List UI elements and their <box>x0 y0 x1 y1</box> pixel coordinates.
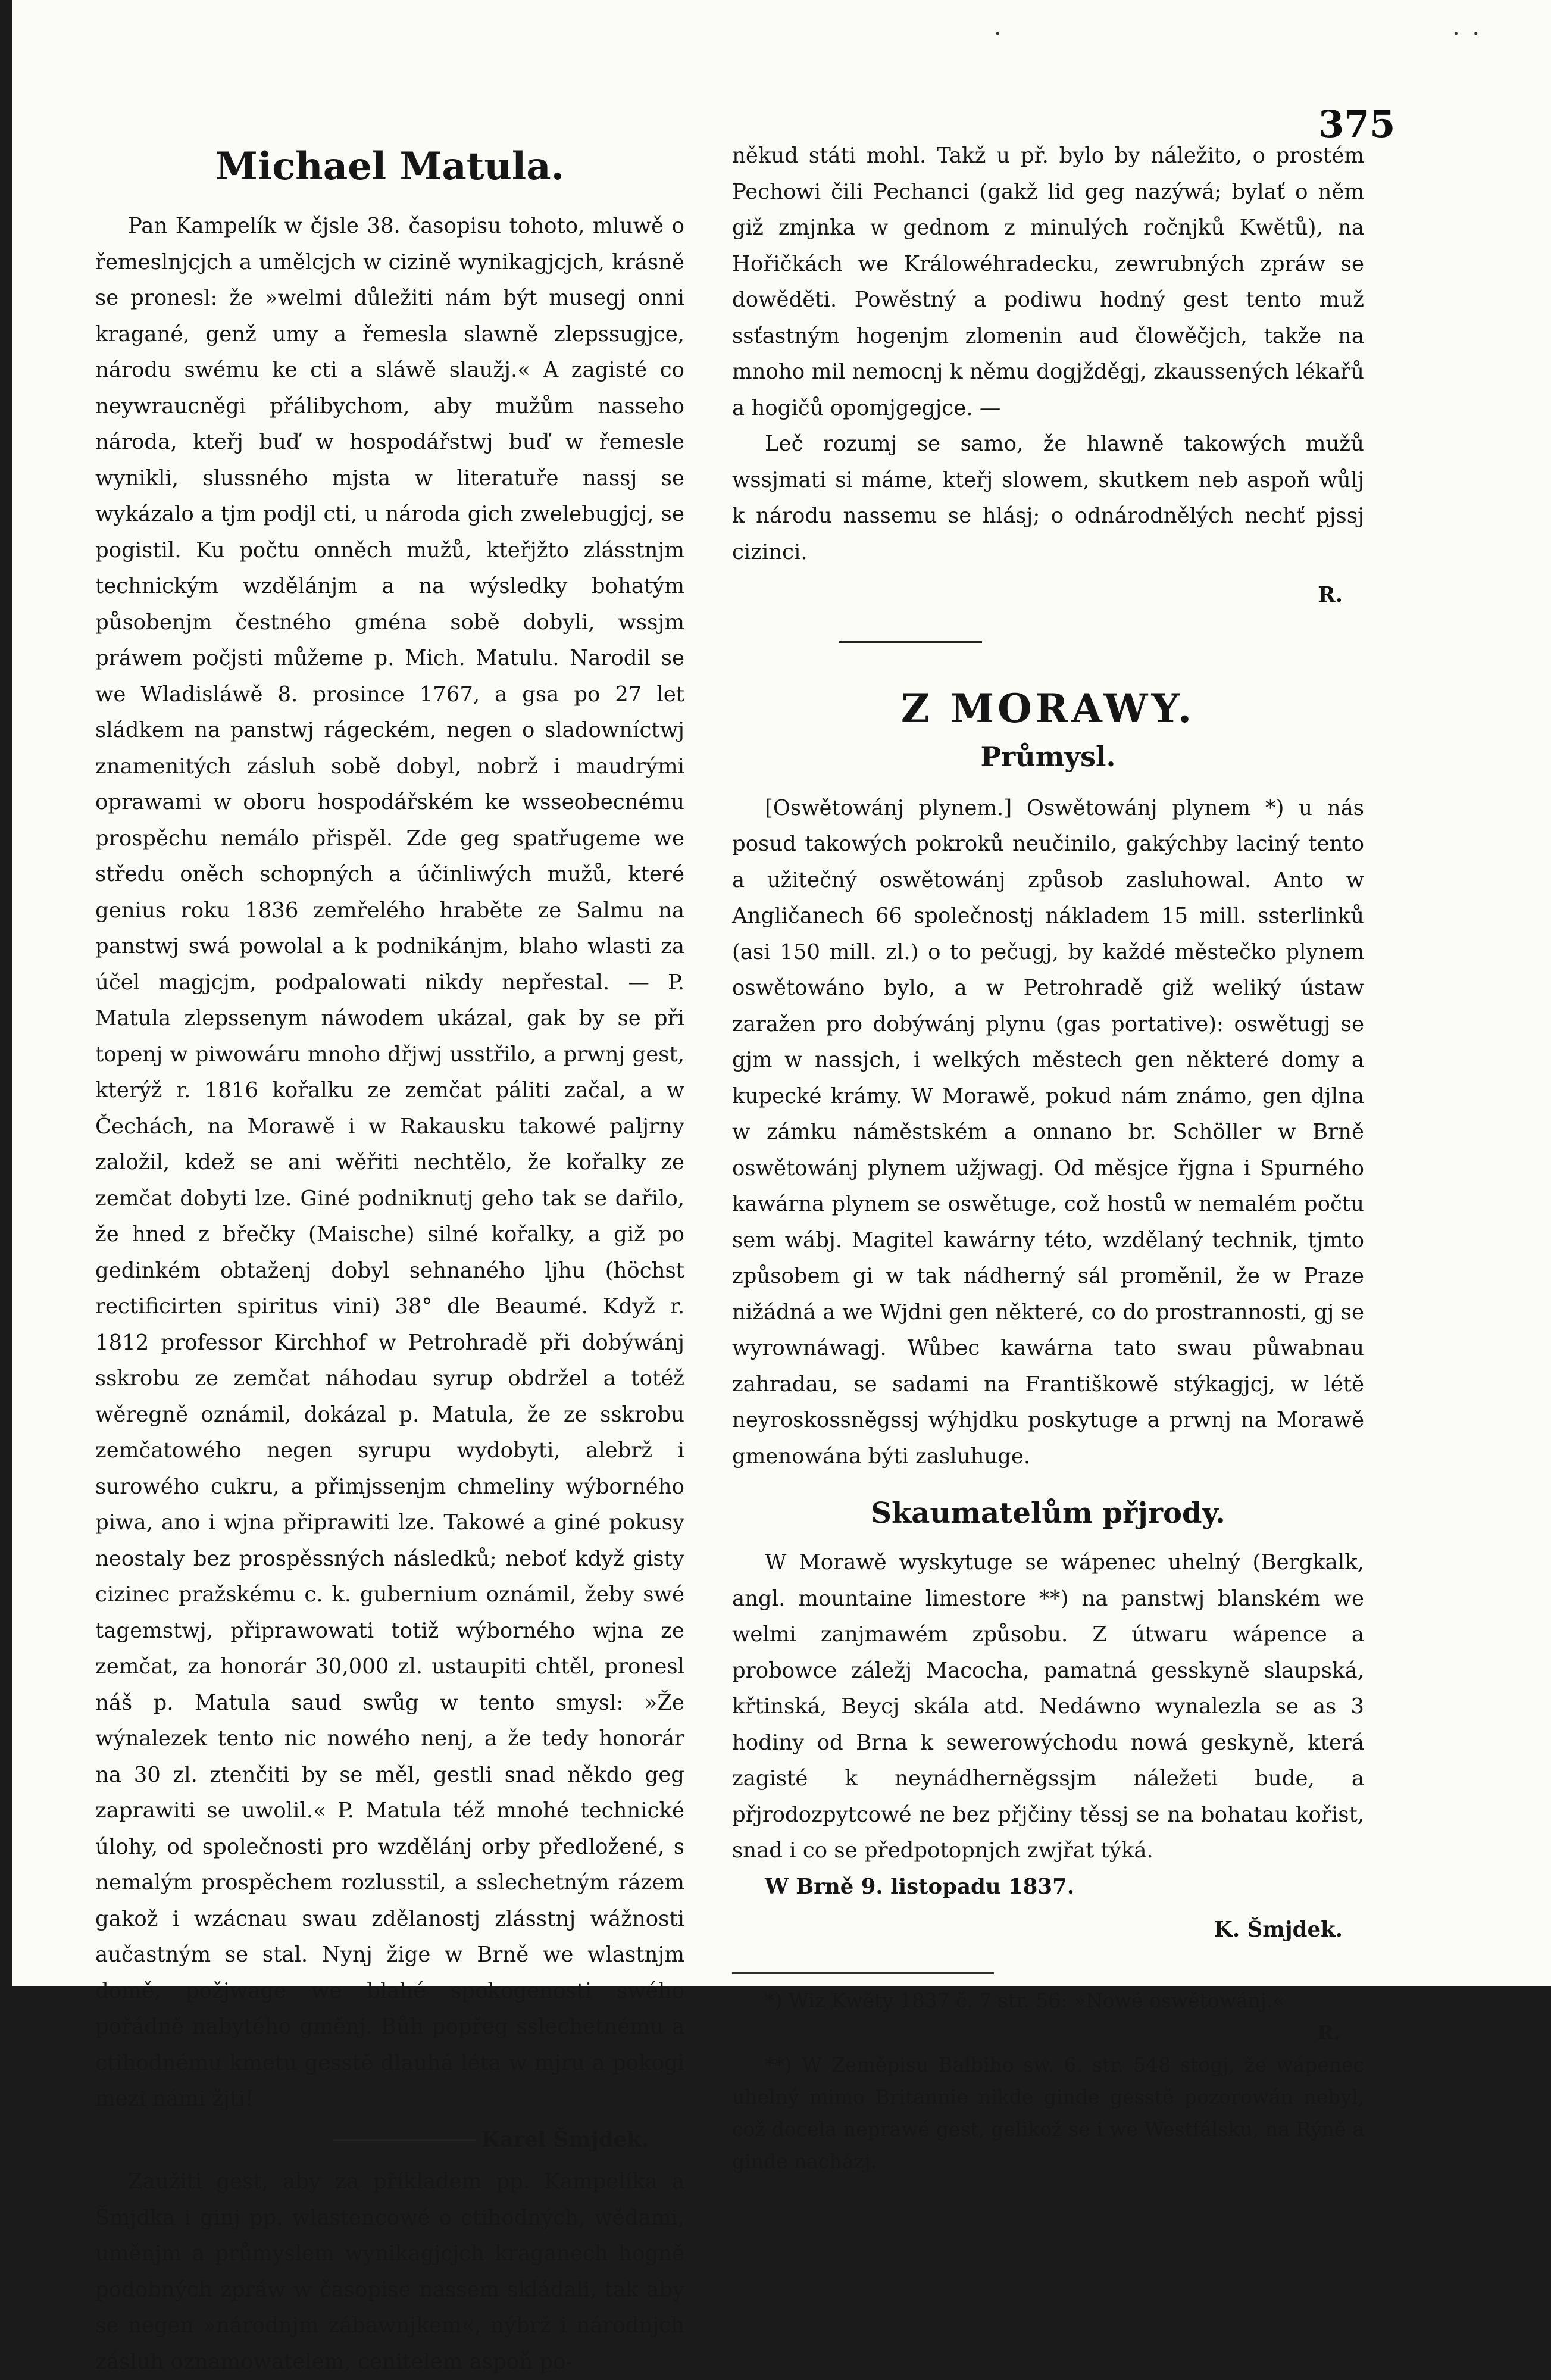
footnote-signature: R. <box>1317 2020 1340 2044</box>
scan-mark: . <box>994 13 1004 40</box>
subsection-title-prumysl: Průmysl. <box>980 740 1116 773</box>
section-title-morawy: Z MORAWY. <box>900 685 1196 732</box>
editor-note-paragraph: Leč rozumj se samo, že hlawně takowých mužů wssjmati si máme, kteřj slowem, skutkem neb aspoň wůlj k národu nassemu se hlásj; o odnárodnělých nechť pjssj cizinci. <box>732 432 1364 564</box>
left-column <box>95 138 684 2380</box>
scan-mark: . . <box>1452 13 1483 40</box>
footnote: *) Wiz Kwěty 1837 č. 7 str. 56: »Nowé oswětowánj.« <box>765 1988 1285 2012</box>
article-title-matula: Michael Matula. <box>215 144 564 189</box>
separator-rule <box>839 641 982 643</box>
footnote: **) W Zeměpisu Balbiho sw. 6. str. 548 stogj, že wápenec uhelný mimo Britannie nikde ginde gesstě pozorowán nebyl, což docela neprawé gest, gelikož se i we Westfálsku, na Rýně a ginde nacházj. <box>732 2053 1364 2173</box>
article-paragraph-limestone: W Morawě wyskytuge se wápenec uhelný (Bergkalk, angl. mountaine limestore **) na panstwj blanském we welmi zanjmawém způsobu. Z útwaru wápence a probowce záležj Macocha, pamatná gesskyně slaupská, křtinská, Beycj skála atd. Nedáwno wynalezla se as 3 hodiny od Brna k sewerowýchodu nowá geskyně, která zagisté k neynádherněgssjm náležeti bude, a přjrodozpytcowé ne bez přjčiny těssj se na bohatau kořist, snad i co se předpotopnjch zwjřat týká. <box>732 1550 1364 1863</box>
separator-rule <box>333 2139 476 2141</box>
dateline: W Brně 9. listopadu 1837. <box>765 1874 1075 1899</box>
author-signature-line <box>95 2122 684 2159</box>
author-signature: K. Šmjdek. <box>1214 1917 1343 1942</box>
footnote-rule <box>732 1972 994 1974</box>
editor-note-paragraph: Zaužiti gest, aby za příkladem pp. Kampelíka a Šmjdka i ginj pp. wlastencowé o ctihodných, wědami, uměnjm a průmyslem wynikagjcjch kraganech hogně podobných zpráw w časopise nassem skládali, tak aby se negen »národnjm zábawnjkem«, nýbrž i národnjch zásluh oznamowatelem, cenitelem aspoň po- <box>95 2169 684 2374</box>
right-column <box>732 138 1364 2178</box>
author-signature: Karel Šmjdek. <box>481 2127 649 2152</box>
article-paragraph-gas-lighting: [Oswětowánj plynem.] Oswětowánj plynem *) u nás posud takowých pokroků neučinilo, gakýchby laciný tento a užitečný oswětowánj způsob zasluhowal. Anto w Angličanech 66 společnostj nákladem 15 mill. ssterlinků (asi 150 mill. zl.) o to pečugj, by každé městečko plynem oswětowáno bylo, a w Petrohradě giž weliký ústaw zaražen pro dobýwánj plynu (gas portative): oswětugj se gjm w nassjch, i welkých městech gen některé domy a kupecké krámy. W Morawě, pokud nám známo, gen djlna w zámku náměstském a onnano br. Schöller w Brně oswětowánj plynem užjwagj. Od měsjce řjgna i Spurného kawárna plynem se oswětuge, což hostů w nemalém počtu sem wábj. Magitel kawárny této, wzdělaný technik, tjmto způsobem gi w tak nádherný sál proměnil, že w Praze nižádná a we Wjdni gen některé, co do prostrannosti, gj se wyrownáwagj. Wůbec kawárna tato swau půwabnau zahradau, se sadami na Františkowě stýkagjcj, w létě neyroskossněgssj wýhjdku poskytuge a prwnj na Morawě gmenowána býti zasluhuge. <box>732 795 1364 1469</box>
subsection-title-nature: Skaumatelům přjrody. <box>871 1497 1225 1530</box>
article-paragraph: Pan Kampelík w čjsle 38. časopisu tohoto, mluwě o řemeslnjcjch a umělcjch w cizině wynikagjcjch, krásně se pronesl: že »welmi důležiti nám být musegj onni kragané, genž umy a řemesla slawně zlepssugjce, národu swému ke cti a sláwě slaužj.« A zagisté co neywraucněgi přálibychom, aby mužům nasseho národa, kteřj buď w hospodářstwj buď w řemesle wynikli, slussného mjsta w literatuře nassj se wykázalo a tjm podjl cti, u národa gich zwelebugjcj, se pogistil. Ku počtu onněch mužů, kteřjžto zlásstnjm technickým wzdělánjm a na wýsledky bohatým působenjm čestného gména sobě dobyli, wssjm práwem počjsti můžeme p. Mich. Matulu. Narodil se we Wladisláwě 8. prosince 1767, a gsa po 27 let sládkem na panstwj rágeckém, negen o sladowníctwj znamenitých zásluh sobě dobyl, nobrž i maudrými oprawami w oboru hospodářském ke wsseobecnému prospěchu nemálo přispěl. Zde geg spatřugeme we středu oněch schopných a účinliwých mužů, které genius roku 1836 zemřelého hraběte ze Salmu na panstwj swá powolal a k podnikánjm, blaho wlasti za účel magjcjm, podpalowati nikdy nepřestal. — P. Matula zlepssenym náwodem ukázal, gak by se při topenj w piwowáru mnoho dřjwj usstřilo, a prwnj gest, kterýž r. 1816 kořalku ze zemčat páliti začal, a w Čechách, na Morawě i w Rakausku takowé paljrny založil, kdež se ani wěřiti nechtělo, že kořalky ze zemčat dobyti lze. Giné podniknutj geho tak se dařilo, že hned z břečky (Maische) silné kořalky, a giž po gedinkém obtaženj dobyl sehnaného ljhu (höchst rectificirten spiritus vini) 38° dle Beaumé. Když r. 1812 professor Kirchhof w Petrohradě při dobýwánj sskrobu ze zemčat náhodau syrup obdržel a totéž wěregně oznámil, dokázal p. Matula, že ze sskrobu zemčatowého negen syrupu wydobyti, alebrž i surowého cukru, a přimjssenjm chmeliny wýborného piwa, ano i wjna připrawiti lze. Takowé a giné pokusy neostaly bez prospěssných následků; neboť když gisty cizinec pražskému c. k. gubernium oznámil, žeby swé tagemstwj, připrawowati totiž wýborného wjna ze zemčat, za honorár 30,000 zl. ustaupiti chtěl, pronesl náš p. Matula saud swůg w tento smysl: »Že wýnalezek tento nic nowého nenj, a že tedy honorár na 30 zl. ztenčiti by se měl, gestli snad někdo geg zaprawiti se uwolil.« P. Matula též mnohé technické úlohy, od společnosti pro wzdělánj orby předložené, s nemalým prospěchem rozlusstil, a sslechetným rázem gakož i wzácnau swau zdělanostj zlásstnj wážnosti aučastným se stal. Nynj žige w Brně we wlastnjm domě, požjwage we blahé spokogenosti swého pořádně nabytého gměnj. Bůh popřeg sslechetnému a ctihodnému kmetu gesstě dlauhá léta w mjru a pokogi mezi námi žjti! <box>95 214 684 2111</box>
continued-paragraph: někud státi mohl. Takž u př. bylo by náležito, o prostém Pechowi čili Pechanci (gakž lid geg nazýwá; bylať o něm giž zmjnka w gednom z minulých ročnjků Kwětů), na Hořičkách we Králowéhradecku, zewrubných zpráw se dowěděti. Powěstný a podiwu hodný gest tento muž ssťastným hogenjm zlomenin aud člowěčjch, takže na mnoho mil nemocnj k němu dogjžděgj, zkaussených lékařů a hogičů opomjgegjce. — <box>732 143 1364 420</box>
editor-signature: R. <box>1318 583 1343 607</box>
newspaper-page <box>12 0 1551 2374</box>
page-number: 375 <box>1318 102 1396 146</box>
